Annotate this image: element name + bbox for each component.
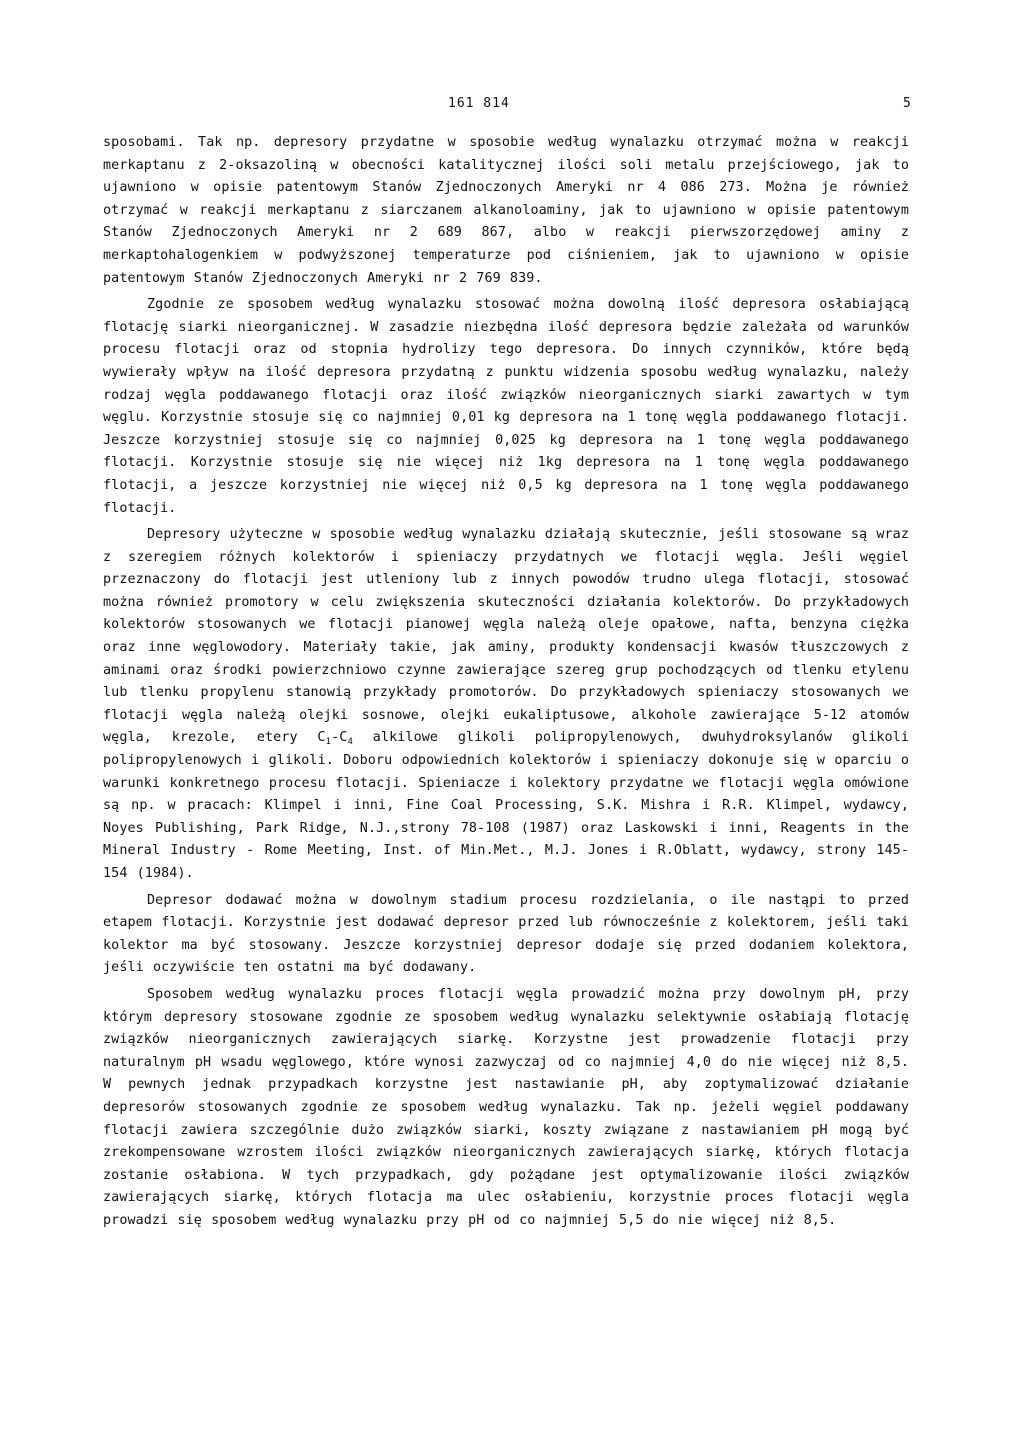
paragraph-2: Zgodnie ze sposobem według wynalazku stosować można dowolną ilość depresora osłabiającą flotację siarki nieorganicznej. W zasadzie niezbędna ilość depresora będzie zależała od warunków procesu flotacji oraz od stopnia hydrolizy tego depresora. Do innych czynników, które będą wywierały wpływ na ilość depresora przydatną z punktu widzenia sposobu według wynalazku, należy rodzaj węgla poddawanego flotacji oraz ilość związków nieorganicznych siarki zawartych w tym węglu. Korzystnie stosuje się co najmniej 0,01 kg depresora na 1 tonę węgla poddawanego flotacji. Jeszcze korzystniej stosuje się co najmniej 0,025 kg depresora na 1 tonę węgla poddawanego flotacji. Korzystnie stosuje się nie więcej niż 1kg depresora na 1 tonę węgla poddawanego flotacji, a jeszcze korzystniej nie więcej niż 0,5 kg depresora na 1 tonę węgla poddawanego flotacji. xyxy=(103,297,909,516)
paragraph-3-part-1: Depresory użyteczne w sposobie według wynalazku działają skutecznie, jeśli stosowane są wraz z szeregiem różnych kolektorów i spieniaczy przydatnych we flotacji węgla. Jeśli węgiel przeznaczony do flotacji jest utleniony lub z innych powodów trudno ulega flotacji, stosować można również promotory w celu zwiększenia skuteczności działania kolektorów. Do przykładowych kolektorów stosowanych we flotacji pianowej węgla należą oleje opałowe, nafta, benzyna ciężka oraz inne węglowodory. Materiały takie, jak aminy, produkty kondensacji kwasów tłuszczowych z aminami oraz środki powierzchniowo czynne zawierające szereg grup pochodzących od tlenku etylenu lub tlenku propylenu stanowią przykłady promotorów. Do przykładowych spieniaczy stosowanych we flotacji węgla należą olejki sosnowe, olejki eukaliptusowe, alkohole zawierające 5-12 atomów węgla, krezole, etery C xyxy=(103,527,909,746)
page-header xyxy=(0,96,1024,116)
subscript-4: 4 xyxy=(347,737,353,748)
page-number: 5 xyxy=(903,96,911,111)
paragraph-3-part-2: alkilowe glikoli polipropylenowych, dwuhydroksylanów glikoli polipropylenowych i glikoli. Doboru odpowiednich kolektorów i spieniaczy dokonuje się w oparciu o warunki konkretnego procesu flotacji. Spieniacze i kolektory przydatne we flotacji węgla omówione są np. w pracach: Klimpel i inni, Fine Coal Processing, S.K. Mishra i R.R. Klimpel, wydawcy, Noyes Publishing, Park Ridge, N.J.,strony 78-108 (1987) oraz Laskowski i inni, Reagents in the Mineral Industry - Rome Meeting, Inst. of Min.Met., M.J. Jones i R.Oblatt, wydawcy, strony 145-154 (1984). xyxy=(103,730,909,881)
subscript-1: 1 xyxy=(325,737,332,748)
paragraph-1: sposobami. Tak np. depresory przydatne w sposobie według wynalazku otrzymać można w reakcji merkaptanu z 2-oksazoliną w obecności katalitycznej ilości soli metalu przejściowego, jak to ujawniono w opisie patentowym Stanów Zjednoczonych Ameryki nr 4 086 273. Można je również otrzymać w reakcji merkaptanu z siarczanem alkanoloaminy, jak to ujawniono w opisie patentowym Stanów Zjednoczonych Ameryki nr 2 689 867, albo w reakcji pierwszorzędowej aminy z merkaptohalogenkiem w podwyższonej temperaturze pod ciśnieniem, jak to ujawniono w opisie patentowym Stanów Zjednoczonych Ameryki nr 2 769 839. xyxy=(103,135,909,286)
paragraph-3-dash: -C xyxy=(331,730,348,746)
patent-number: 161 814 xyxy=(448,96,510,111)
body-text xyxy=(103,132,909,1233)
paragraph-4: Depresor dodawać można w dowolnym stadium procesu rozdzielania, o ile nastąpi to przed etapem flotacji. Korzystnie jest dodawać depresor przed lub równocześnie z kolektorem, jeśli taki kolektor ma być stosowany. Jeszcze korzystniej depresor dodaje się przed dodaniem kolektora, jeśli oczywiście ten ostatni ma być dodawany. xyxy=(103,892,909,976)
paragraph-3 xyxy=(103,524,909,886)
paragraph-5: Sposobem według wynalazku proces flotacji węgla prowadzić można przy dowolnym pH, przy którym depresory stosowane zgodnie ze sposobem według wynalazku selektywnie osłabiają flotację związków nieorganicznych zawierających siarkę. Korzystne jest prowadzenie flotacji przy naturalnym pH wsadu węglowego, które wynosi zazwyczaj od co najmniej 4,0 do nie więcej niż 8,5. W pewnych jednak przypadkach korzystne jest nastawianie pH, aby zoptymalizować działanie depresorów stosowanych zgodnie ze sposobem według wynalazku. Tak np. jeżeli węgiel poddawany flotacji zawiera szczególnie dużo związków siarki, koszty związane z nastawianiem pH mogą być zrekompensowane wzrostem ilości związków nieorganicznych zawierających siarkę, których flotacja zostanie osłabiona. W tych przypadkach, gdy pożądane jest optymalizowanie ilości związków zawierających siarkę, których flotacja ma ulec osłabieniu, korzystnie proces flotacji węgla prowadzi się sposobem według wynalazku przy pH od co najmniej 5,5 do nie więcej niż 8,5. xyxy=(103,986,909,1228)
